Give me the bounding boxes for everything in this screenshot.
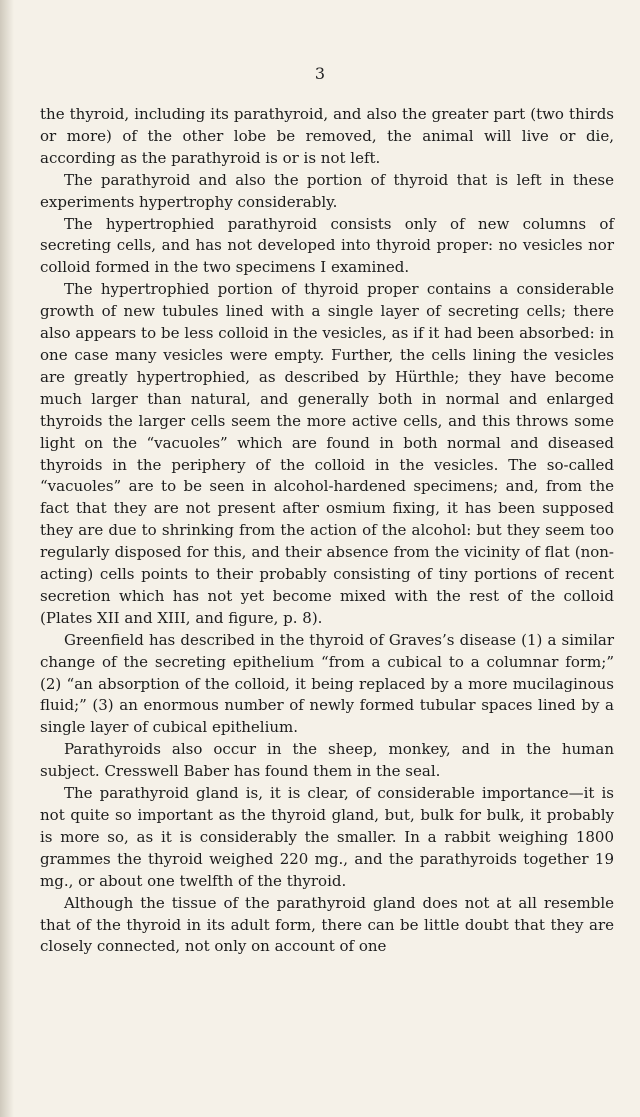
paragraph: The parathyroid gland is, it is clear, of considerable importance—it is not quite so important as the thyroid gland, but, bulk for bulk, it probably is more so, as it is considerably the smaller. In a rabbit weighing 1800 grammes the thyroid weighed 220 mg., and the parathyroids together 19 mg., or about one twelfth of the thyroid. xyxy=(40,784,614,890)
body-text xyxy=(40,104,614,958)
paragraph: Greenfield has described in the thyroid of Graves’s disease (1) a similar change of the secreting epithelium “from a cubical to a columnar form;” (2) “an absorption of the colloid, it being replaced by a more mucilaginous fluid;” (3) an enormous number of newly formed tubular spaces lined by a single layer of cubical epithelium. xyxy=(40,630,614,737)
paragraph: The parathyroid and also the portion of thyroid that is left in these experiments hypertrophy considerably. xyxy=(40,170,614,211)
paragraph: The hypertrophied portion of thyroid proper contains a considerable growth of new tubules lined with a single layer of secreting cells; there also appears to be less colloid in the vesicles, as if it had been absorbed: in one case many vesicles were empty. Further, the cells lining the vesicles are greatly hypertrophied, as described by Hürthle; they have become much larger than natural, and generally both in normal and enlarged thyroids the larger cells seem the more active cells, and this throws some light on the “vacuoles” which are found in both normal and diseased thyroids in the periphery of the colloid in the vesicles. The so-called “vacuoles” are to be seen in alcohol-hardened specimens; and, from the fact that they are not present after osmium fixing, it has been supposed they are due to shrinking from the action of the alcohol: but they seem too regularly disposed for this, and their absence from the vicinity of flat (non-acting) cells points to their probably consisting of tiny portions of recent secretion which has not yet become mixed with the rest of the colloid (Plates XII and XIII, and figure, p. 8). xyxy=(40,280,614,627)
paragraph: the thyroid, including its parathyroid, and also the greater part (two thirds or more) of the other lobe be removed, the animal will live or die, according as the parathyroid is or is not left. xyxy=(40,105,614,167)
paragraph: The hypertrophied parathyroid consists only of new columns of secreting cells, and has not developed into thyroid proper: no vesicles nor colloid formed in the two specimens I examined. xyxy=(40,214,614,277)
page-number: 3 xyxy=(314,64,326,83)
page-gutter-shadow xyxy=(0,0,14,1117)
paragraph: Parathyroids also occur in the sheep, monkey, and in the human subject. Cresswell Baber has found them in the seal. xyxy=(40,740,614,781)
paragraph: Although the tissue of the parathyroid gland does not at all resemble that of the thyroid in its adult form, there can be little doubt that they are closely connected, not only on account of one xyxy=(40,893,614,956)
